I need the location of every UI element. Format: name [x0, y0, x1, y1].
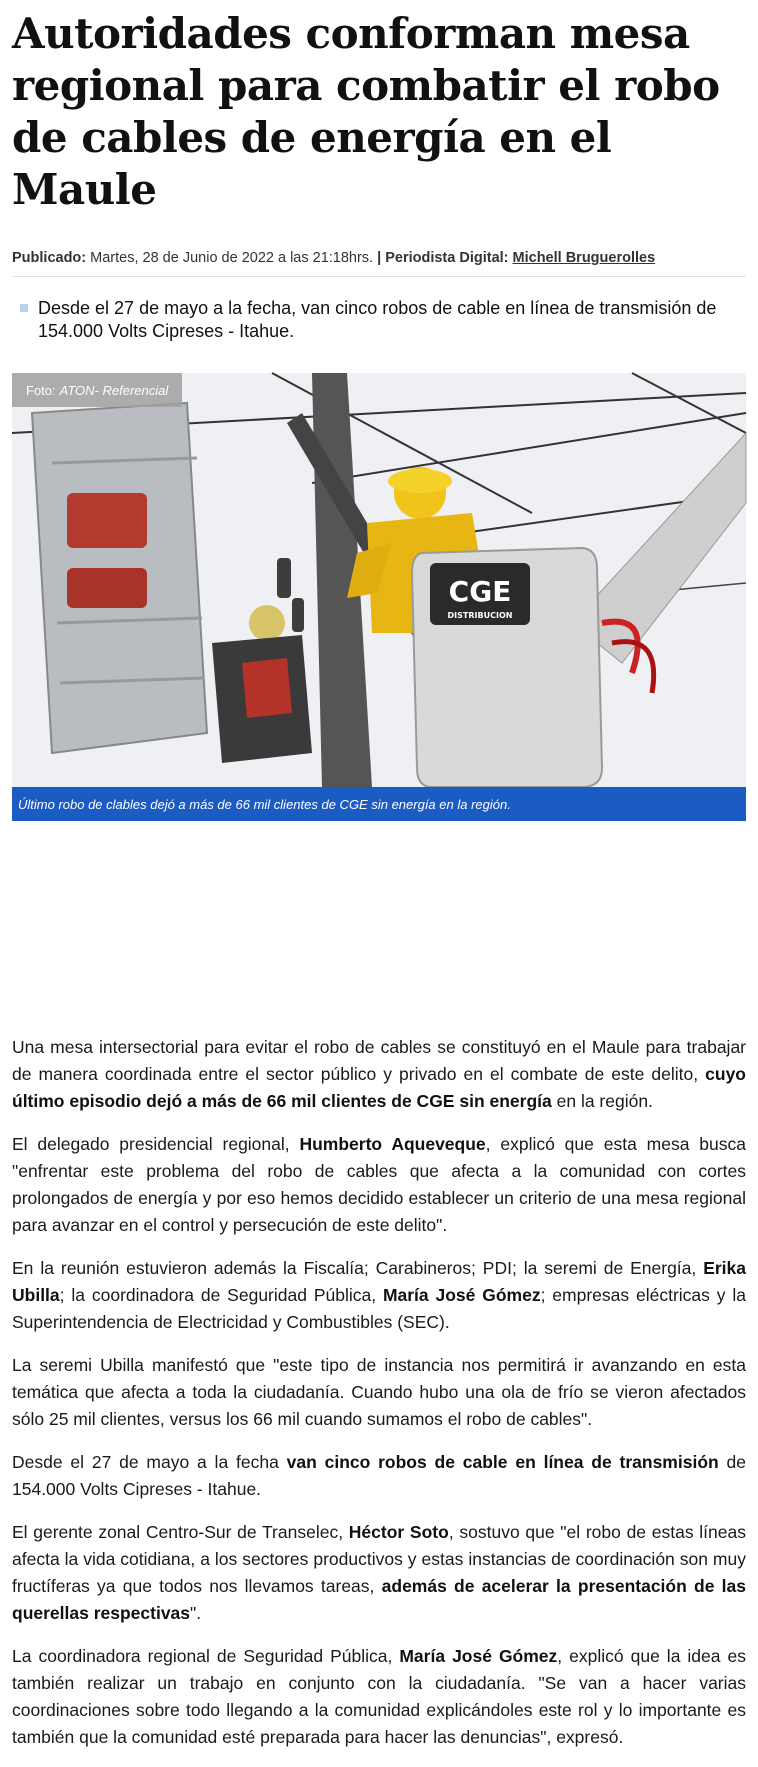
text-span: , explicó que esta mesa busca "enfrentar este problema del robo de cables que afecta a la comunidad con cortes prolongados de energía y por eso hemos decidido establecer un criterio de una mesa regional para avanzar en el control y persecución de este delito". — [12, 1134, 746, 1235]
paragraph-7 — [12, 1643, 746, 1751]
meta-separator: | — [377, 250, 382, 266]
highlight-item — [20, 297, 746, 343]
bold-span: Humberto Aqueveque — [299, 1134, 486, 1154]
text-span: ; la coordinadora de Seguridad Pública, — [59, 1285, 383, 1305]
text-span: Desde el 27 de mayo a la fecha — [12, 1452, 287, 1472]
linemen-photo-illustration — [12, 373, 746, 787]
paragraph-5 — [12, 1449, 746, 1503]
photo-caption: Último robo de clables dejó a más de 66 mil clientes de CGE sin energía en la región. — [12, 787, 746, 821]
bold-span: van cinco robos de cable en línea de transmisión — [286, 1452, 719, 1472]
photo-credit — [12, 373, 182, 407]
text-span: en la región. — [551, 1091, 653, 1111]
paragraph-2 — [12, 1131, 746, 1239]
text-span: de 154.000 Volts Cipreses - Itahue. — [12, 1452, 746, 1499]
published-label: Publicado: — [12, 250, 87, 266]
paragraph-3 — [12, 1255, 746, 1336]
bold-span: Héctor Soto — [348, 1522, 449, 1542]
journalist-link[interactable]: Michell Bruguerolles — [512, 250, 656, 266]
text-span: ". — [190, 1603, 202, 1623]
article-meta — [12, 250, 746, 277]
highlights-list — [12, 297, 746, 343]
photo-credit-label: Foto: — [26, 382, 56, 398]
ad-placeholder — [12, 821, 746, 1034]
highlight-text: Desde el 27 de mayo a la fecha, van cinco robos de cable en línea de transmisión de 154.000 Volts Cipreses - Itahue. — [38, 298, 717, 341]
bold-span: Erika Ubilla — [12, 1258, 746, 1305]
photo-credit-source: ATON- Referencial — [59, 382, 169, 398]
journalist-label: Periodista Digital: — [385, 250, 509, 266]
bold-span: además de acelerar la presentación de las querellas respectivas — [12, 1576, 746, 1623]
text-span: La coordinadora regional de Seguridad Pública, — [12, 1646, 400, 1666]
bold-span: María José Gómez — [399, 1646, 558, 1666]
cge-logo-text: CGE — [448, 575, 512, 608]
paragraph-4 — [12, 1352, 746, 1433]
bullet-square-icon — [20, 304, 28, 312]
article-body — [12, 1034, 746, 1751]
article-container — [12, 0, 746, 1767]
published-date: Martes, 28 de Junio de 2022 a las 21:18hrs. — [90, 250, 374, 266]
cge-logo-subtext: DISTRIBUCION — [447, 611, 513, 620]
text-span: En la reunión estuvieron además la Fiscalía; Carabineros; PDI; la seremi de Energía, — [12, 1258, 704, 1278]
bold-span: cuyo último episodio dejó a más de 66 mil clientes de CGE sin energía — [12, 1064, 746, 1111]
article-title: Autoridades conforman mesa regional para combatir el robo de cables de energía en el Maule — [12, 9, 720, 214]
paragraph-6 — [12, 1519, 746, 1627]
paragraph-1 — [12, 1034, 746, 1115]
text-span: El gerente zonal Centro-Sur de Transelec, — [12, 1522, 349, 1542]
article-figure — [12, 373, 746, 821]
text-span: Una mesa intersectorial para evitar el robo de cables se constituyó en el Maule para trabajar de manera coordinada entre el sector público y privado en el combate de este delito, — [12, 1037, 746, 1084]
article-photo — [12, 373, 746, 787]
text-span: El delegado presidencial regional, — [12, 1134, 300, 1154]
bold-span: María José Gómez — [382, 1285, 541, 1305]
text-span: La seremi Ubilla manifestó que "este tipo de instancia nos permitirá ir avanzando en esta temática que afecta a toda la ciudadanía. Cuando hubo una ola de frío se vieron afectados sólo 25 mil clientes, versus los 66 mil cuando sumamos el robo de cables". — [12, 1355, 746, 1429]
text-span: , sostuvo que "el robo de estas líneas afecta la vida cotidiana, a los sectores productivos y estas instancias de coordinación son muy fructíferas ya que todos nos llevamos tareas, — [12, 1522, 746, 1596]
text-span: , explicó que la idea es también realizar un trabajo en conjunto con la ciudadanía. "Se van a hacer varias coordinaciones sobre todo llegando a la comunidad explicándoles este rol y lo importante es también que la comunidad esté preparada para hacer las denuncias", expresó. — [12, 1646, 746, 1747]
text-span: ; empresas eléctricas y la Superintendencia de Electricidad y Combustibles (SEC). — [12, 1285, 746, 1332]
